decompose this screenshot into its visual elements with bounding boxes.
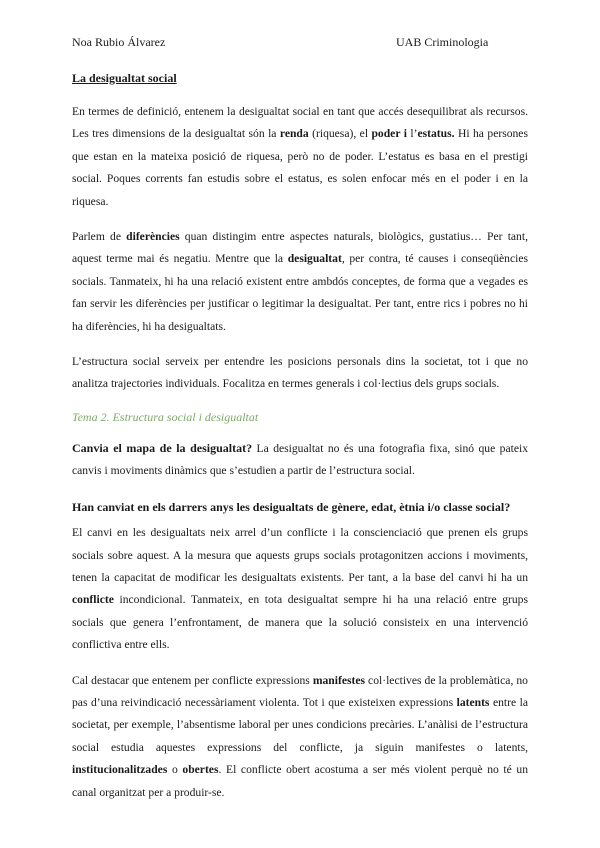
text-run: incondicional. Tanmateix, en tota desigualtat sempre hi ha una relació entre grups socials que genera l’enfrontament, de manera que la solució consisteix en una intervenció conflictiva entre ells. [72, 593, 528, 652]
paragraph-map-change [72, 437, 528, 483]
bold-term: diferències [126, 230, 180, 244]
paragraph-structure [72, 351, 528, 396]
header-author: Noa Rubio Álvarez [72, 35, 166, 49]
paragraph-differences [72, 226, 528, 338]
text-run: Hi ha persones que estan en la mateixa posició de riquesa, però no de poder. L’estatus es basa en el prestigi social. Poques corrents fan estudis sobre el estatus, es solen enfocar més en el poder i en la riquesa. [72, 127, 528, 208]
bold-term: conflicte [72, 593, 114, 607]
document-body [72, 70, 528, 817]
text-run: col·lectives de la problemàtica, no pas d’una reivindicació necessàriament violenta. Tot i que existeixen expressions [72, 673, 528, 709]
text-run: L’estructura social serveix per entendre les posicions personals dins la societat, tot i que no analitza trajectories individuals. Focalitza en termes generals i col·lectius dels grups socials. [72, 355, 528, 391]
text-run: l’ [406, 127, 418, 141]
text-run: quan distingim entre aspectes naturals, biològics, gustatius… Per tant, aquest terme mai és negatiu. Mentre que la [72, 230, 528, 266]
paragraph-definition [72, 101, 528, 213]
bold-term: poder i [371, 127, 407, 141]
text-run: En termes de definició, entenem la desigualtat social en tant que accés desequilibrat als recursos. Les tres dimensions de la desigualtat són la [72, 105, 528, 141]
header-course: UAB Criminologia [396, 35, 489, 49]
text-run: , per contra, té causes i conseqüències socials. Tanmateix, hi ha una relació existent entre ambdós conceptes, de forma que a vegades es fan servir les diferències per justificar o legitimar la desigualtat. Per tant, entre rics i pobres no hi ha diferències, hi ha desigualtats. [72, 252, 528, 333]
bold-term: obertes [182, 763, 219, 777]
text-run: entre la societat, per exemple, l’absentisme laboral per unes condicions precàries. L’anàlisi de l’estructura social estudia aquestes expressions del conflicte, ja siguin manifestes o latents, [72, 695, 528, 754]
paragraph-conflict [72, 522, 528, 656]
question-heading: Canvia el mapa de la desigualtat? [72, 440, 253, 455]
text-run: La desigualtat no és una fotografia fixa, sinó que pateix canvis i moviments dinàmics que s’estudien a partir de l’estructura social. [72, 441, 528, 478]
bold-term: estatus. [417, 127, 455, 141]
question-inequalities [72, 496, 528, 519]
bold-term: latents [456, 695, 490, 709]
text-run: Parlem de [72, 230, 127, 244]
bold-term: renda [279, 127, 309, 141]
text-run: Cal destacar que entenem per conflicte expressions [72, 673, 313, 687]
text-run: . El conflicte obert acostuma a ser més violent perquè no té un canal organitzat per a produir-se. [72, 763, 529, 799]
text-run: o [167, 763, 183, 777]
bold-term: institucionalitzades [72, 763, 168, 777]
bold-term: desigualtat [287, 252, 342, 266]
text-run: El canvi en les desigualtats neix arrel d’un conflicte i la conscienciació que prenen els grups socials sobre aquest. A la mesura que aquests grups socials protagonitzen accions i moviments, tenen la capacitat de modificar les desigualtats existents. Per tant, a la base del canvi hi ha un [72, 526, 528, 584]
question-heading: Han canviat en els darrers anys les desigualtats de gènere, edat, ètnia i/o classe social? [72, 499, 511, 514]
paragraph-expressions [72, 670, 528, 804]
section-subtitle: Tema 2. Estructura social i desigualtat [72, 409, 259, 424]
bold-term: manifestes [312, 673, 366, 687]
text-run: (riquesa), el [308, 127, 372, 141]
page-header [72, 35, 528, 51]
section-title: La desigualtat social [72, 71, 177, 85]
